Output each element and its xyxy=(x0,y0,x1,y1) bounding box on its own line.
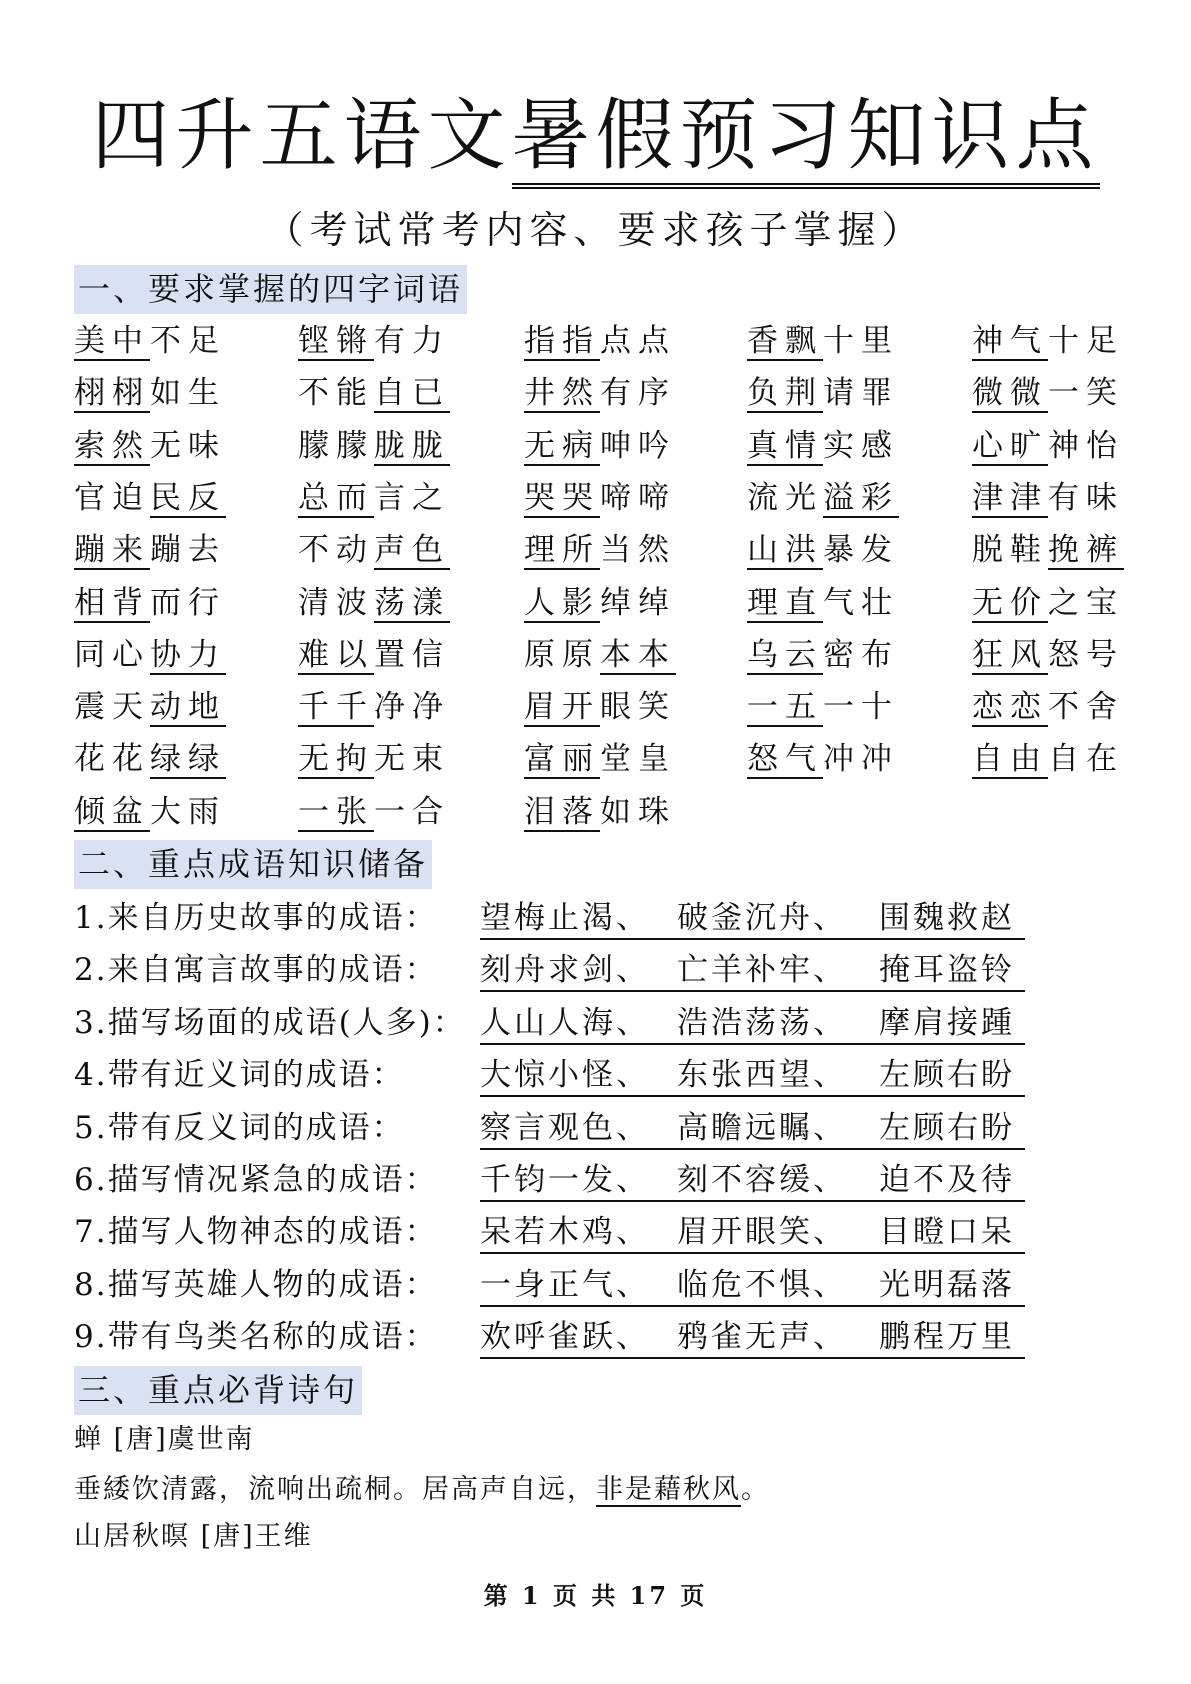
idiom-row xyxy=(74,950,1015,990)
word-item xyxy=(747,373,899,413)
word-underlined-part: 荡漾 xyxy=(374,584,450,621)
idiom-item: 高瞻远瞩、 xyxy=(677,1109,847,1146)
section1-heading: 一、要求掌握的四字词语 xyxy=(74,265,467,314)
word-underlined-part: 一张 xyxy=(298,793,374,830)
word-part: 不能 xyxy=(298,375,374,412)
idiom-answers xyxy=(480,1003,1025,1045)
idiom-item: 望梅止渴、 xyxy=(480,900,650,936)
word-item xyxy=(972,635,1124,675)
word-underlined-part: 总而 xyxy=(298,479,374,516)
word-item xyxy=(298,426,450,466)
idiom-answers xyxy=(480,1317,1025,1359)
idiom-item: 呆若木鸡、 xyxy=(480,1214,650,1251)
word-part: 一十 xyxy=(823,689,899,726)
word-part: 不足 xyxy=(150,323,226,359)
word-part: 脱鞋 xyxy=(972,532,1048,569)
word-underlined-part: 富丽 xyxy=(524,741,600,778)
word-underlined-part: 相背 xyxy=(74,584,150,621)
word-part: 有力 xyxy=(374,323,450,359)
word-underlined-part: 指指 xyxy=(524,323,600,359)
word-underlined-part: 胧胧 xyxy=(374,427,450,464)
word-underlined-part: 神气 xyxy=(972,323,1048,359)
word-item xyxy=(74,321,226,361)
word-part: 实感 xyxy=(823,427,899,464)
idiom-item: 浩浩荡荡、 xyxy=(677,1004,847,1041)
word-underlined-part: 一五 xyxy=(747,689,823,726)
word-item xyxy=(298,530,450,570)
idiom-item: 左顾右盼 xyxy=(879,1057,1015,1094)
word-underlined-part: 声色 xyxy=(374,532,450,569)
word-item xyxy=(972,321,1124,361)
word-underlined-part: 民反 xyxy=(150,479,226,516)
idiom-item: 眉开眼笑、 xyxy=(677,1214,847,1251)
idiom-item: 察言观色、 xyxy=(480,1109,650,1146)
word-part: 密布 xyxy=(823,636,899,673)
idiom-row xyxy=(74,1212,1015,1252)
word-underlined-part: 心旷 xyxy=(972,427,1048,464)
word-underlined-part: 本本 xyxy=(600,636,676,673)
word-item xyxy=(74,583,226,623)
word-underlined-part: 倾盆 xyxy=(74,793,150,830)
poem1-line xyxy=(74,1472,770,1508)
word-underlined-part: 栩栩 xyxy=(74,375,150,412)
idiom-item: 一身正气、 xyxy=(480,1266,650,1303)
poem-text: 垂緌饮清露，流响出疏桐。居高声自远， xyxy=(74,1474,596,1505)
idiom-category-label: 9.带有鸟类名称的成语： xyxy=(74,1319,438,1356)
word-item xyxy=(747,635,899,675)
word-part: 花花 xyxy=(74,741,150,778)
idiom-category-label: 3.描写场面的成语(人多)： xyxy=(74,1004,466,1041)
word-part: 震天 xyxy=(74,689,150,726)
subtitle: （考试常考内容、要求孩子掌握） xyxy=(265,208,926,252)
title-underlined: 暑假预习知识点 xyxy=(512,91,1100,189)
word-item xyxy=(298,478,450,518)
word-item xyxy=(298,687,450,727)
word-item xyxy=(74,739,226,779)
word-part: 置信 xyxy=(374,636,450,673)
word-item xyxy=(524,792,676,832)
word-underlined-part: 山洪 xyxy=(747,532,823,569)
idiom-answers xyxy=(480,1212,1025,1254)
word-underlined-part: 眉开 xyxy=(524,689,600,726)
idiom-item: 欢呼雀跃、 xyxy=(480,1319,650,1356)
word-underlined-part: 狂风 xyxy=(972,636,1048,673)
word-underlined-part: 乌云 xyxy=(747,636,823,673)
idiom-category-label: 6.描写情况紧急的成语： xyxy=(74,1162,438,1198)
page-title xyxy=(0,88,1191,184)
word-underlined-part: 铿锵 xyxy=(298,323,374,359)
idiom-row xyxy=(74,1003,1015,1043)
word-part: 啼啼 xyxy=(600,479,676,516)
word-underlined-part: 香飘 xyxy=(747,323,823,359)
word-underlined-part: 协力 xyxy=(150,636,226,673)
word-part: 如珠 xyxy=(600,793,676,830)
word-item xyxy=(298,583,450,623)
word-underlined-part: 恋恋 xyxy=(972,689,1048,726)
word-item xyxy=(747,583,899,623)
idiom-item: 人山人海、 xyxy=(480,1004,650,1041)
poem-punct: 。 xyxy=(741,1474,770,1505)
word-part: 蹦去 xyxy=(150,532,226,569)
idiom-answers xyxy=(480,1160,1025,1202)
word-part: 点点 xyxy=(600,323,676,359)
word-item xyxy=(524,739,676,779)
word-part: 气壮 xyxy=(823,584,899,621)
word-item xyxy=(298,739,450,779)
idiom-item: 东张西望、 xyxy=(677,1057,847,1094)
word-part: 清波 xyxy=(298,584,374,621)
idiom-answers xyxy=(480,950,1025,992)
word-part: 一合 xyxy=(374,793,450,830)
word-part: 原原 xyxy=(524,636,600,673)
word-item xyxy=(747,426,899,466)
idiom-row xyxy=(74,1160,1015,1200)
word-underlined-part: 泪落 xyxy=(524,793,600,830)
idiom-row xyxy=(74,1108,1015,1148)
idiom-answers xyxy=(480,1055,1025,1097)
word-underlined-part: 无拘 xyxy=(298,741,374,778)
word-underlined-part: 井然 xyxy=(524,375,600,412)
word-underlined-part: 索然 xyxy=(74,427,150,464)
word-underlined-part: 自已 xyxy=(374,375,450,412)
word-item xyxy=(972,583,1124,623)
poem1-title: 蝉 [唐]虞世南 xyxy=(74,1424,255,1455)
idiom-item: 掩耳盗铃 xyxy=(879,952,1015,989)
idiom-item: 临危不惧、 xyxy=(677,1266,847,1303)
word-item xyxy=(972,739,1124,779)
idiom-category-label: 4.带有近义词的成语： xyxy=(74,1057,405,1094)
word-underlined-part: 负荆 xyxy=(747,375,823,412)
word-part: 有序 xyxy=(600,375,676,412)
idiom-item: 亡羊补牢、 xyxy=(677,952,847,989)
word-underlined-part: 理直 xyxy=(747,584,823,621)
word-part: 官迫 xyxy=(74,479,150,516)
word-item xyxy=(972,530,1124,570)
word-underlined-part: 人影 xyxy=(524,584,600,621)
idiom-row xyxy=(74,898,1015,938)
word-part: 不动 xyxy=(298,532,374,569)
idiom-item: 摩肩接踵 xyxy=(879,1004,1015,1041)
word-part: 言之 xyxy=(374,479,450,516)
word-underlined-part: 哭哭 xyxy=(524,479,600,516)
word-underlined-part: 溢彩 xyxy=(823,479,899,516)
idiom-row xyxy=(74,1317,1015,1357)
word-part: 无味 xyxy=(150,427,226,464)
idiom-category-label: 7.描写人物神态的成语： xyxy=(74,1214,438,1251)
word-item xyxy=(747,478,899,518)
page-footer: 第 1 页 共 17 页 xyxy=(483,1581,708,1610)
word-item xyxy=(972,426,1124,466)
word-part: 冲冲 xyxy=(823,741,899,778)
word-underlined-part: 动地 xyxy=(150,689,226,726)
word-item xyxy=(298,321,450,361)
idiom-category-label: 5.带有反义词的成语： xyxy=(74,1109,405,1146)
idiom-item: 左顾右盼 xyxy=(879,1109,1015,1146)
word-item xyxy=(524,321,676,361)
word-part: 朦朦 xyxy=(298,427,374,464)
word-part: 如生 xyxy=(150,375,226,412)
word-part: 绰绰 xyxy=(600,584,676,621)
word-underlined-part: 难以 xyxy=(298,636,374,673)
word-item xyxy=(972,687,1124,727)
word-part: 一笑 xyxy=(1048,375,1124,412)
word-item xyxy=(747,321,899,361)
word-item xyxy=(74,635,226,675)
word-item xyxy=(524,687,676,727)
idiom-item: 目瞪口呆 xyxy=(879,1214,1015,1251)
word-part: 请罪 xyxy=(823,375,899,412)
section3-heading: 三、重点必背诗句 xyxy=(74,1366,362,1415)
word-part: 呻吟 xyxy=(600,427,676,464)
word-item xyxy=(74,478,226,518)
idiom-item: 刻舟求剑、 xyxy=(480,952,650,989)
word-part: 暴发 xyxy=(823,532,899,569)
word-part: 怒号 xyxy=(1048,636,1124,673)
word-item xyxy=(747,739,899,779)
word-underlined-part: 真情 xyxy=(747,427,823,464)
word-part: 眼笑 xyxy=(600,689,676,726)
word-underlined-part: 美中 xyxy=(74,323,150,359)
word-part: 不舍 xyxy=(1048,689,1124,726)
word-underlined-part: 挽裤 xyxy=(1048,532,1124,569)
word-part: 同心 xyxy=(74,636,150,673)
word-item xyxy=(747,687,899,727)
word-part: 十里 xyxy=(823,323,899,359)
idiom-category-label: 8.描写英雄人物的成语： xyxy=(74,1266,438,1303)
idiom-category-label: 2.来自寓言故事的成语： xyxy=(74,952,438,989)
word-item xyxy=(524,426,676,466)
word-item xyxy=(74,687,226,727)
word-item xyxy=(747,530,899,570)
word-item xyxy=(74,426,226,466)
word-part: 而行 xyxy=(150,584,226,621)
word-part: 之宝 xyxy=(1048,584,1124,621)
idiom-row xyxy=(74,1265,1015,1305)
word-item xyxy=(524,635,676,675)
word-part: 堂皇 xyxy=(600,741,676,778)
idiom-answers xyxy=(480,1265,1025,1307)
word-item xyxy=(74,373,226,413)
idiom-item: 围魏救赵 xyxy=(879,900,1015,936)
word-part: 大雨 xyxy=(150,793,226,830)
word-underlined-part: 怒气 xyxy=(747,741,823,778)
word-item xyxy=(298,635,450,675)
word-item xyxy=(524,583,676,623)
word-item xyxy=(298,373,450,413)
word-part: 流光 xyxy=(747,479,823,516)
word-underlined-part: 自由 xyxy=(972,741,1048,778)
word-part: 净净 xyxy=(374,689,450,726)
idiom-item: 鸦雀无声、 xyxy=(677,1319,847,1356)
idiom-item: 大惊小怪、 xyxy=(480,1057,650,1094)
word-underlined-part: 蹦来 xyxy=(74,532,150,569)
idiom-item: 光明磊落 xyxy=(879,1266,1015,1303)
word-underlined-part: 千千 xyxy=(298,689,374,726)
idiom-item: 破釜沉舟、 xyxy=(677,900,847,936)
idiom-answers xyxy=(480,1108,1025,1150)
word-part: 神怡 xyxy=(1048,427,1124,464)
word-item xyxy=(524,373,676,413)
idiom-item: 千钧一发、 xyxy=(480,1162,650,1198)
word-item xyxy=(524,478,676,518)
word-item xyxy=(298,792,450,832)
idiom-answers xyxy=(480,898,1025,940)
word-underlined-part: 微微 xyxy=(972,375,1048,412)
word-part: 当然 xyxy=(600,532,676,569)
title-plain: 四升五语文 xyxy=(91,91,512,181)
word-underlined-part: 津津 xyxy=(972,479,1048,516)
poem-underlined-text: 非是藉秋风 xyxy=(596,1474,741,1505)
idiom-item: 鹏程万里 xyxy=(879,1319,1015,1356)
word-underlined-part: 无价 xyxy=(972,584,1048,621)
word-item xyxy=(972,373,1124,413)
idiom-row xyxy=(74,1055,1015,1095)
word-part: 十足 xyxy=(1048,323,1124,359)
word-part: 无束 xyxy=(374,741,450,778)
word-part: 有味 xyxy=(1048,479,1124,516)
idiom-category-label: 1.来自历史故事的成语： xyxy=(74,900,438,936)
word-item xyxy=(524,530,676,570)
word-underlined-part: 理所 xyxy=(524,532,600,569)
word-underlined-part: 无病 xyxy=(524,427,600,464)
poem2-title: 山居秋暝 [唐]王维 xyxy=(74,1521,313,1552)
word-underlined-part: 绿绿 xyxy=(150,741,226,778)
word-item xyxy=(972,478,1124,518)
idiom-item: 刻不容缓、 xyxy=(677,1162,847,1198)
word-part: 自在 xyxy=(1048,741,1124,778)
idiom-item: 迫不及待 xyxy=(879,1162,1015,1198)
word-item xyxy=(74,530,226,570)
word-item xyxy=(74,792,226,832)
section2-heading: 二、重点成语知识储备 xyxy=(74,840,432,889)
